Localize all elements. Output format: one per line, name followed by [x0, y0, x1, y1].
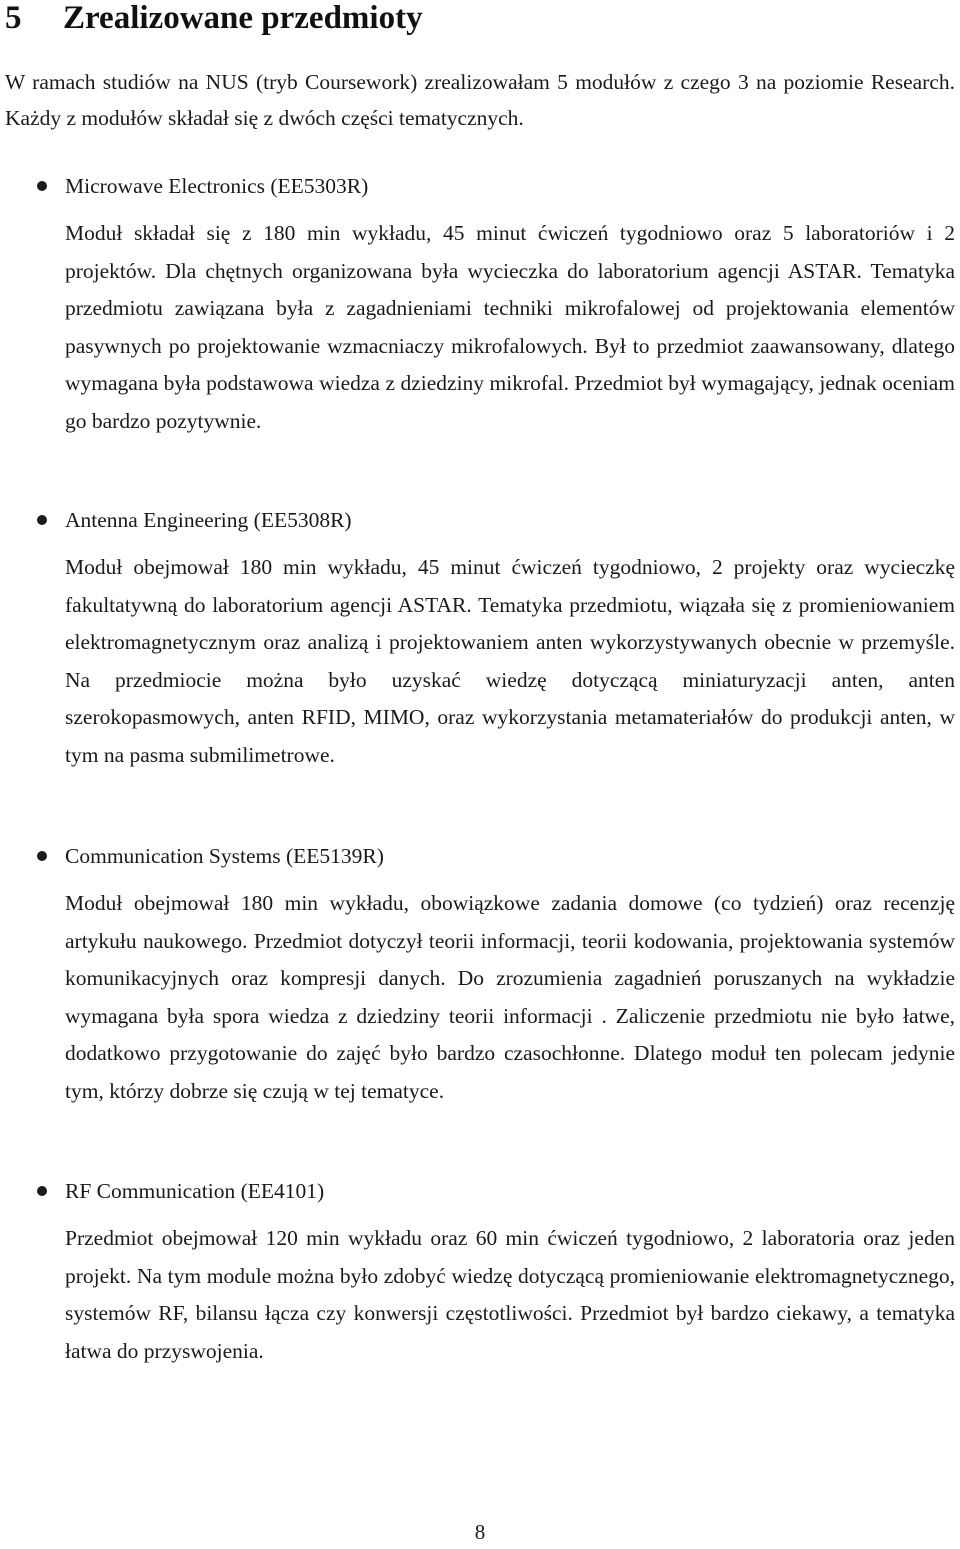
bullet-icon	[37, 181, 47, 191]
bullet-icon	[37, 1186, 47, 1196]
module-description: Moduł obejmował 180 min wykładu, 45 minut ćwiczeń tygodniowo, 2 projekty oraz wycieczkę fakultatywną do laboratorium agencji ASTAR. Tematyka przedmiotu, wiązała się z promieniowaniem elektromagnetycznym oraz analizą i projektowaniem anten wykorzystywanych obecnie w przemyśle. Na przedmiocie można było uzyskać wiedzę dotyczącą miniaturyzacji anten, anten szerokopasmowych, anten RFID, MIMO, oraz wykorzystania metamateriałów do produkcji anten, w tym na pasma submilimetrowe.	[65, 555, 955, 767]
module-description: Przedmiot obejmował 120 min wykładu oraz 60 min ćwiczeń tygodniowo, 2 laboratoria oraz jeden projekt. Na tym module można było zdobyć wiedzę dotyczącą promieniowanie elektromagnetycznego, systemów RF, bilansu łącza czy konwersji częstotliwości. Przedmiot był bardzo ciekawy, a tematyka łatwa do przyswojenia.	[65, 1226, 955, 1363]
module-title: RF Communication (EE4101)	[65, 1179, 325, 1203]
module-title: Communication Systems (EE5139R)	[65, 844, 384, 868]
section-title: Zrealizowane przedmioty	[63, 0, 423, 36]
module-title: Antenna Engineering (EE5308R)	[65, 508, 352, 532]
module-description: Moduł obejmował 180 min wykładu, obowiązkowe zadania domowe (co tydzień) oraz recenzję artykułu naukowego. Przedmiot dotyczył teorii informacji, teorii kodowania, projektowania systemów komunikacyjnych oraz kompresji danych. Do zrozumienia zagadnień poruszanych na wykładzie wymagana była spora wiedza z dziedziny teorii informacji . Zaliczenie przedmiotu nie było łatwe, dodatkowo przygotowanie do zajęć było bardzo czasochłonne. Dlatego moduł ten polecam jedynie tym, którzy dobrze się czują w tej tematyce.	[65, 891, 955, 1103]
module-title: Microwave Electronics (EE5303R)	[65, 174, 369, 198]
section-heading	[5, 0, 423, 36]
section-number: 5	[5, 0, 22, 36]
intro-paragraph: W ramach studiów na NUS (tryb Coursework) zrealizowałam 5 modułów z czego 3 na poziomie Research. Każdy z modułów składał się z dwóch części tematycznych.	[5, 70, 955, 130]
bullet-icon	[37, 851, 47, 861]
bullet-icon	[37, 515, 47, 525]
page-number: 8	[474, 1520, 486, 1544]
module-description: Moduł składał się z 180 min wykładu, 45 minut ćwiczeń tygodniowo oraz 5 laboratoriów i 2 projektów. Dla chętnych organizowana była wycieczka do laboratorium agencji ASTAR. Tematyka przedmiotu zawiązana była z zagadnieniami techniki mikrofalowej od projektowania elementów pasywnych po projektowanie wzmacniaczy mikrofalowych. Był to przedmiot zaawansowany, dlatego wymagana była podstawowa wiedza z dziedziny mikrofal. Przedmiot był wymagający, jednak oceniam go bardzo pozytywnie.	[65, 221, 955, 433]
